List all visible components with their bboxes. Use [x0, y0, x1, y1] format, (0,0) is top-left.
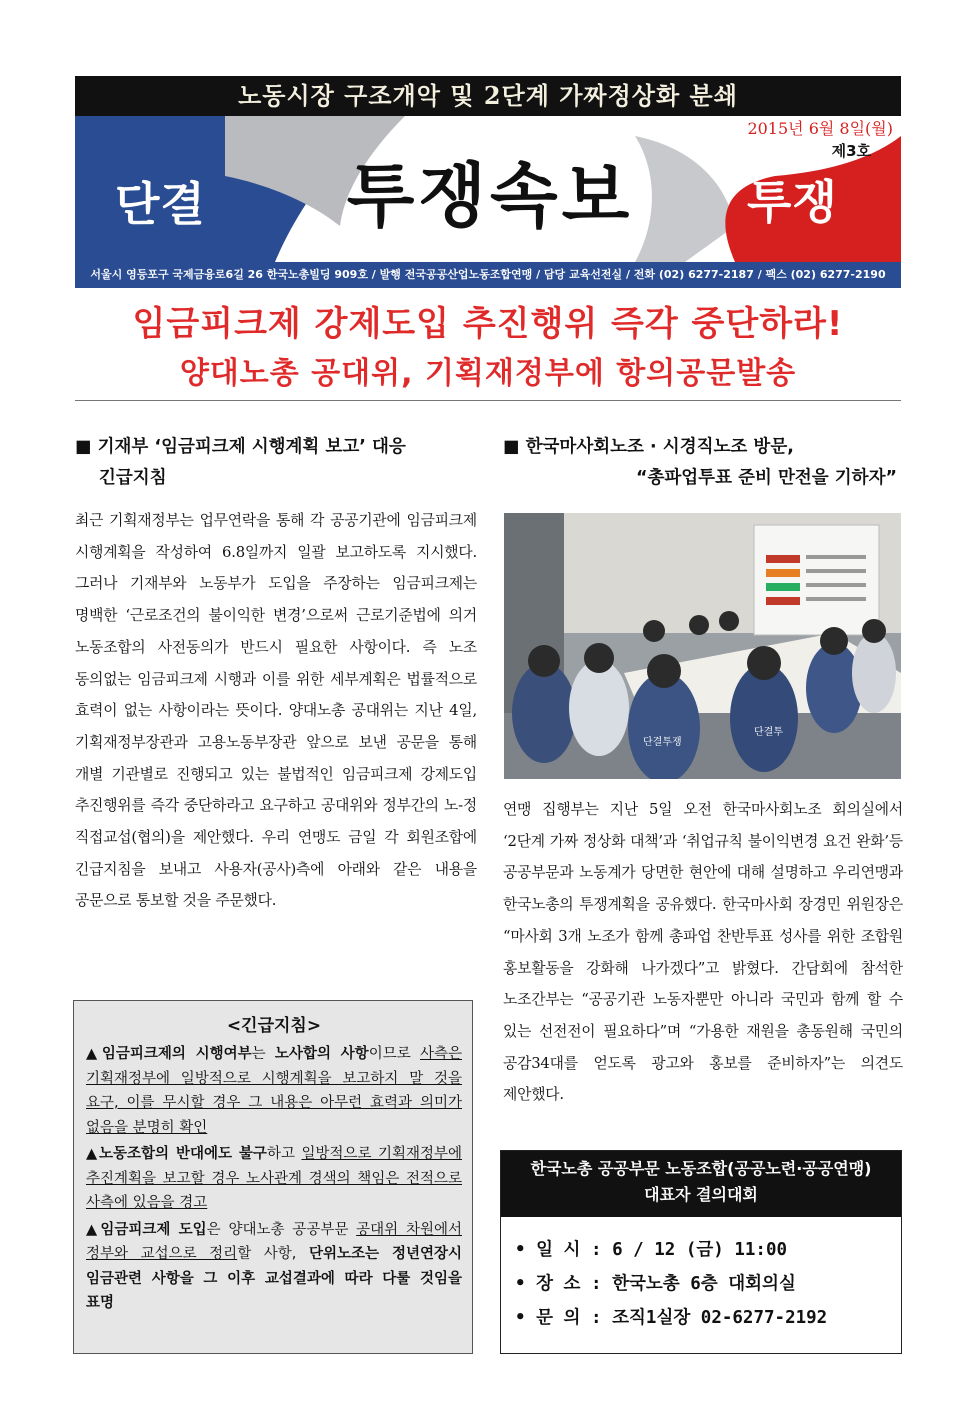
left-heading-line1: ■ 기재부 ‘임금피크제 시행계획 보고’ 대응 — [75, 437, 406, 457]
issue-number: 제3호 — [831, 142, 871, 160]
left-heading-line2: 긴급지침 — [99, 468, 167, 488]
right-heading-line1: ■ 한국마사회노조 · 시경직노조 방문, — [503, 437, 794, 457]
masthead-left-word: 단결 — [115, 177, 206, 231]
meeting-photo — [504, 513, 901, 779]
directive-item: ▲임금피크제의 시행여부는 노사합의 사항이므로 사측은 기획재정부에 일방적으로 시행계획을 보고하지 말 것을 요구, 이를 무시할 경우 그 내용은 아무런 효력과 의미가 없음을 분명히 확인 — [86, 1046, 463, 1136]
directive-item: ▲노동조합의 반대에도 불구하고 일방적으로 기획재정부에 추진계획을 보고할 경우 노사관계 경색의 책임은 전적으로 사측에 있음을 경고 — [86, 1146, 463, 1211]
rally-detail-row: • 일 시 : 6 / 12 (금) 11:00 — [515, 1240, 788, 1260]
divider — [75, 400, 901, 401]
urgent-directive-title: <긴급지침> — [226, 1016, 322, 1036]
right-article-body: 연맹 집행부는 지난 5일 오전 한국마사회노조 회의실에서 ‘2단계 가짜 정상화 대책’과 ‘취업규칙 불이익변경 요건 완화’등 공공부문과 노동계가 당면한 현안에 대해 설명하고 우리연맹과 한국노총의 투쟁계획을 공유했다. 한국마사회 장경민 위원장은 “마사회 3개 노조가 함께 총파업 찬반투표 성사를 위한 조합원 홍보활동을 강화해 나가겠다”고 밝혔다. 간담회에 참석한 노조간부는 “공공기관 노동자뿐만 아니라 국민과 함께 할 수 있는 선전전이 필요하다”며 “가용한 재원을 총동원해 국민의 공감34대를 얻도록 광고와 홍보를 준비하자”는 의견도 제안했다. — [503, 801, 903, 1104]
rally-detail-value: 조직1실장 02-6277-2192 — [612, 1308, 828, 1328]
masthead-right-word: 투쟁 — [747, 175, 838, 229]
vest-text: 단결투 — [754, 727, 783, 738]
left-article-body: 최근 기획재정부는 업무연락을 통해 각 공공기관에 임금피크제 시행계획을 작성하여 6.8일까지 일괄 보고하도록 지시했다. 그러나 기재부와 노동부가 도입을 주장하는 임금피크제는 명백한 ‘근로조건의 불이익한 변경’으로써 근로기준법에 의거 노동조합의 사전동의가 반드시 필요한 사항이다. 즉 노조 동의없는 임금피크제 시행과 이를 위한 세부계획은 법률적으로 효력이 없는 사항이라는 뜻이다. 양대노총 공대위는 지난 4일, 기획재정부장관과 고용노동부장관 앞으로 보낸 공문을 통해 개별 기관별로 진행되고 있는 불법적인 임금피크제 강제도입 추진행위를 즉각 중단하라고 요구하고 공대위와 정부간의 노-정 직접교섭(협의)을 제안했다. 우리 연맹도 금일 각 회원조합에 긴급지침을 보내고 사용자(공사)측에 아래와 같은 내용을 공문으로 통보할 것을 주문했다. — [75, 512, 477, 910]
headline-sub: 양대노총 공대위, 기획재정부에 항의공문발송 — [179, 356, 797, 391]
vest-text: 단결투쟁 — [643, 737, 682, 748]
newsletter-title: 투쟁속보 — [346, 154, 634, 237]
directive-item: ▲임금피크제 도입은 양대노총 공공부문 공대위 차원에서 정부와 교섭으로 정리할 사항, 단위노조는 정년연장시 임금관련 사항을 그 이후 교섭결과에 따라 다룰 것임을 표명 — [86, 1221, 463, 1311]
left-article-heading — [75, 432, 475, 494]
rally-detail-row: • 문 의 : 조직1실장 02-6277-2192 — [515, 1308, 828, 1328]
masthead-contact-footer: 서울시 영등포구 국제금융로6길 26 한국노총빌딩 909호 / 발행 전국공공산업노동조합연맹 / 담당 교육선전실 / 전화 (02) 6277-2187 / 팩스 (02) 6277-2190 — [75, 262, 901, 288]
rally-notice-header — [501, 1151, 901, 1217]
rally-notice-box — [500, 1150, 902, 1354]
rally-detail-value: 한국노총 6층 대회의실 — [612, 1274, 796, 1294]
projector-screen — [754, 525, 879, 635]
urgent-directive-box — [73, 1000, 473, 1354]
rally-detail-label: 장 소 — [536, 1274, 581, 1294]
headline-main: 임금피크제 강제도입 추진행위 즉각 중단하라! — [132, 304, 844, 344]
right-article-heading — [503, 432, 903, 494]
right-heading-line2: “총파업투표 준비 만전을 기하자” — [635, 468, 897, 488]
rally-detail-row: • 장 소 : 한국노총 6층 대회의실 — [515, 1274, 796, 1294]
rally-title-line1: 한국노총 공공부문 노동조합(공공노련·공공연맹) — [530, 1159, 872, 1178]
rally-details — [501, 1217, 901, 1335]
masthead — [75, 76, 901, 288]
rally-detail-label: 문 의 — [536, 1308, 581, 1328]
masthead-top-banner: 노동시장 구조개악 및 2단계 가짜정상화 분쇄 — [75, 76, 901, 116]
issue-date: 2015년 6월 8일(월) — [747, 119, 893, 138]
meeting-photo-illustration — [504, 513, 901, 779]
rally-title-line2: 대표자 결의대회 — [644, 1185, 758, 1204]
rally-detail-value: 6 / 12 (금) 11:00 — [612, 1240, 788, 1260]
rally-detail-label: 일 시 — [536, 1240, 581, 1260]
